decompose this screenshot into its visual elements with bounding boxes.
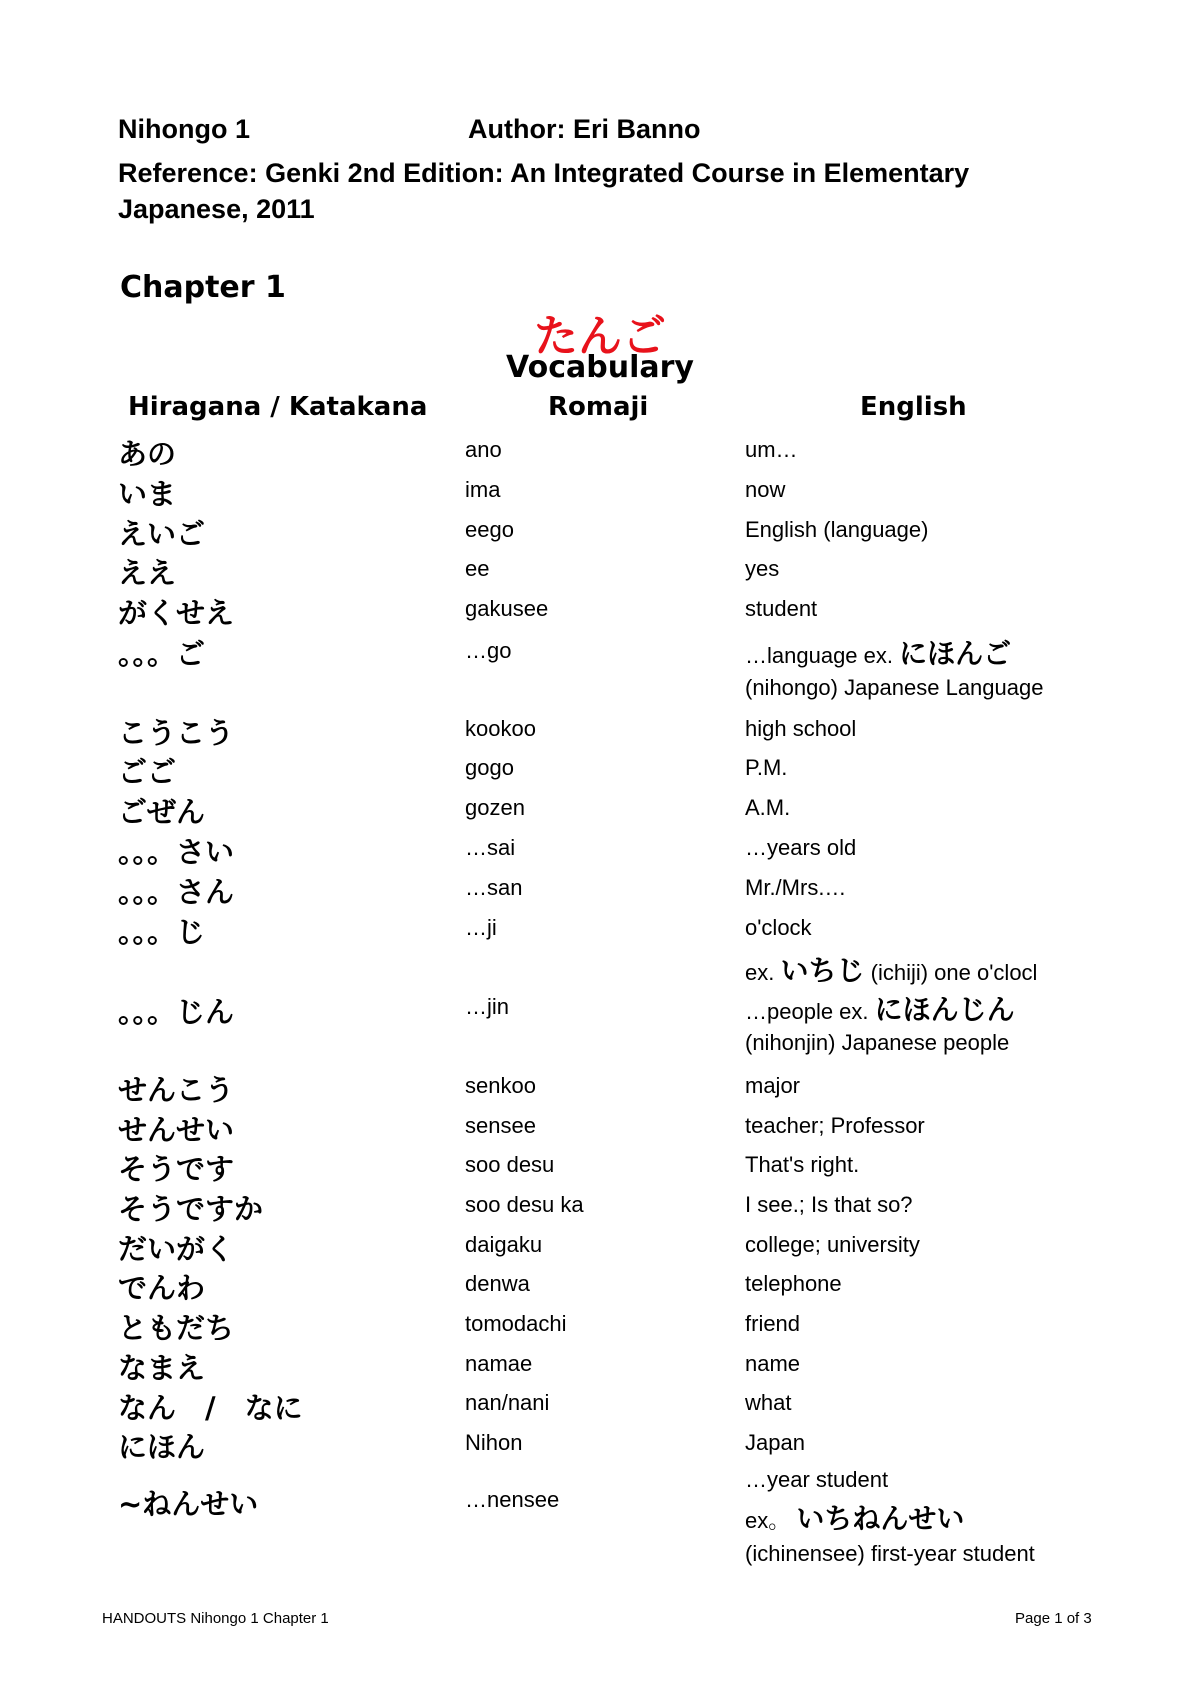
column-header-kana: Hiragana / Katakana <box>128 392 428 422</box>
vocab-kana: なん / なに <box>118 1391 303 1425</box>
column-header-romaji: Romaji <box>548 392 649 422</box>
vocab-english: now <box>745 477 786 502</box>
vocab-english: English (language) <box>745 517 929 542</box>
vocab-note <box>745 949 1037 989</box>
vocab-kana: 。。。さい <box>118 835 235 869</box>
vocab-english <box>745 988 1015 1028</box>
vocab-romaji: …ji <box>465 915 497 940</box>
vocab-english: name <box>745 1351 801 1376</box>
vocab-kana: ともだち <box>118 1311 235 1345</box>
chapter-heading: Chapter 1 <box>120 270 286 305</box>
vocab-kana: えいご <box>118 517 206 551</box>
vocab-note: (nihongo) Japanese Language <box>745 675 1044 700</box>
vocab-english: major <box>745 1073 801 1098</box>
vocab-romaji: sensee <box>465 1113 536 1138</box>
vocab-romaji: kookoo <box>465 716 536 741</box>
vocab-romaji: …jin <box>465 994 510 1019</box>
footer-title: HANDOUTS Nihongo 1 Chapter 1 <box>102 1610 329 1627</box>
vocab-kana: 。。。じん <box>118 995 235 1029</box>
vocab-note-text: (ichiji) one o'clocl <box>870 960 1038 985</box>
vocab-english: um… <box>745 437 798 462</box>
vocab-english-text: …language ex. <box>745 643 893 668</box>
vocab-english: teacher; Professor <box>745 1113 925 1138</box>
vocab-note-prefix: ex。 <box>745 1508 791 1533</box>
column-header-english: English <box>860 392 967 422</box>
vocab-kana: なまえ <box>118 1351 206 1385</box>
vocab-romaji: …sai <box>465 835 516 860</box>
vocab-english: A.M. <box>745 795 791 820</box>
vocab-english: yes <box>745 556 780 581</box>
vocab-kana: こうこう <box>118 716 235 750</box>
vocab-english: P.M. <box>745 755 788 780</box>
vocab-kana: 。。。さん <box>118 875 235 909</box>
vocab-romaji: tomodachi <box>465 1311 567 1336</box>
vocab-romaji: eego <box>465 517 514 542</box>
vocab-kana: にほん <box>118 1430 206 1464</box>
vocab-kana: だいがく <box>118 1232 235 1266</box>
vocab-romaji: denwa <box>465 1271 530 1296</box>
vocab-example-kana: にほんご <box>899 637 1012 670</box>
footer-page-number: Page 1 of 3 <box>1015 1610 1092 1627</box>
vocab-kana: でんわ <box>118 1271 206 1305</box>
vocab-romaji: senkoo <box>465 1073 536 1098</box>
vocab-kana: ええ <box>118 556 177 590</box>
vocab-english: …year student <box>745 1467 889 1492</box>
vocab-english: telephone <box>745 1271 842 1296</box>
vocab-kana: ごご <box>118 755 177 789</box>
vocab-romaji: soo desu ka <box>465 1192 584 1217</box>
vocab-kana: ごぜん <box>118 795 206 829</box>
vocab-note: (ichinensee) first-year student <box>745 1541 1035 1566</box>
vocab-english: what <box>745 1390 792 1415</box>
vocabulary-title-japanese: たんご <box>534 311 666 362</box>
vocab-romaji: …nensee <box>465 1487 560 1512</box>
vocab-romaji: …san <box>465 875 523 900</box>
vocab-english: Japan <box>745 1430 805 1455</box>
vocab-note-prefix: ex. <box>745 960 775 985</box>
vocab-kana: せんせい <box>118 1113 235 1147</box>
vocab-example-kana: にほんじん <box>874 993 1015 1026</box>
vocab-romaji: ee <box>465 556 490 581</box>
vocab-kana: 。。。じ <box>118 915 206 949</box>
vocab-romaji: gozen <box>465 795 525 820</box>
vocab-romaji: namae <box>465 1351 533 1376</box>
vocab-kana: ~ねんせい <box>118 1487 259 1521</box>
vocab-english: Mr./Mrs.… <box>745 875 847 900</box>
vocab-english-text: …people ex. <box>745 999 869 1024</box>
vocab-kana: せんこう <box>118 1073 235 1107</box>
vocab-romaji: gakusee <box>465 596 549 621</box>
vocab-english: college; university <box>745 1232 920 1257</box>
vocab-english: high school <box>745 716 857 741</box>
vocab-english: o'clock <box>745 915 812 940</box>
vocabulary-title-english: Vocabulary <box>506 350 694 385</box>
vocab-english: …years old <box>745 835 857 860</box>
vocab-kana: がくせえ <box>118 596 235 630</box>
vocab-romaji: …go <box>465 638 512 663</box>
vocab-romaji: daigaku <box>465 1232 543 1257</box>
vocab-romaji: gogo <box>465 755 514 780</box>
vocab-english: I see.; Is that so? <box>745 1192 913 1217</box>
vocab-kana: あの <box>118 437 177 471</box>
vocab-romaji: Nihon <box>465 1430 523 1455</box>
course-name: Nihongo 1 <box>118 114 250 144</box>
vocab-example-kana: いちねんせい <box>796 1502 965 1535</box>
vocab-example-kana: いちじ <box>780 954 865 987</box>
vocab-kana: 。。。ご <box>118 637 206 671</box>
vocab-romaji: ano <box>465 437 502 462</box>
vocab-romaji: nan/nani <box>465 1390 550 1415</box>
vocab-romaji: ima <box>465 477 501 502</box>
vocab-kana: そうですか <box>118 1192 264 1226</box>
vocab-note: (nihonjin) Japanese people <box>745 1030 1010 1055</box>
vocab-english: friend <box>745 1311 801 1336</box>
vocab-english: That's right. <box>745 1152 860 1177</box>
reference-line: Reference: Genki 2nd Edition: An Integrated Course in Elementary Japanese, 2011 <box>118 158 970 224</box>
vocab-english <box>745 632 1011 672</box>
vocab-romaji: soo desu <box>465 1152 555 1177</box>
vocab-kana: いま <box>118 477 177 511</box>
author-line: Author: Eri Banno <box>468 114 701 144</box>
vocab-kana: そうです <box>118 1152 235 1186</box>
vocab-note <box>745 1497 964 1537</box>
vocab-english: student <box>745 596 818 621</box>
